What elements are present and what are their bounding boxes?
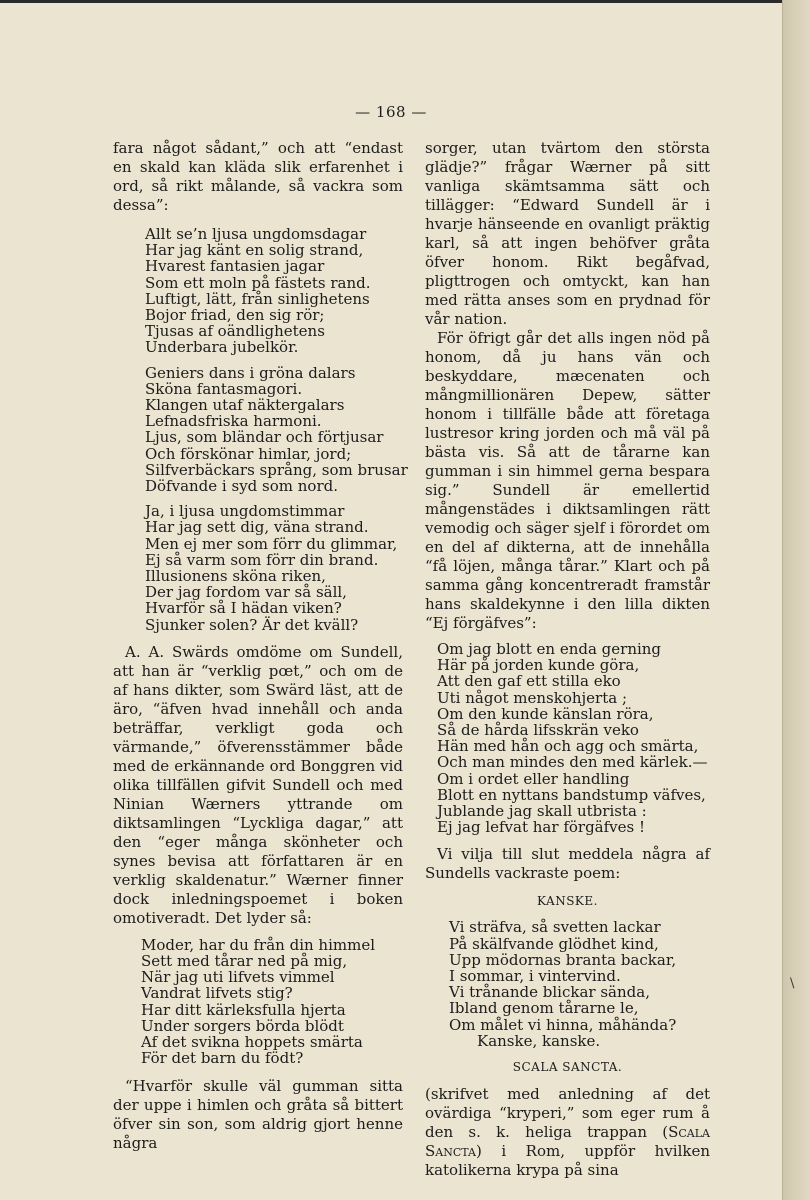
margin-mark: \ [790, 976, 795, 991]
poem-line: Illusionens sköna riken, [145, 567, 326, 586]
poem-line: Ej så varm som förr din brand. [145, 550, 379, 569]
page-number: — 168 — [355, 103, 427, 121]
poem-line: Hvarest fantasien jagar [145, 257, 325, 276]
poem-line: Om i ordet eller handling [437, 769, 630, 788]
poem-stanza [141, 937, 403, 1067]
poem-line: Blott en nyttans bandstump väfves, [437, 785, 706, 804]
poem-line: Har jag sett dig, väna strand. [145, 518, 369, 537]
poem-line: Uti något menskohjerta ; [437, 688, 627, 707]
paragraph: Vi vilja till slut meddela några af Sundells vackraste poem: [425, 845, 710, 883]
paragraph-text: ) i Rom, uppför hvilken katolikerna krypa på sina [425, 1142, 710, 1180]
poem-line: Här på jorden kunde göra, [437, 656, 640, 675]
poem-line: När jag uti lifvets vimmel [141, 968, 335, 987]
poem-line: För det barn du födt? [141, 1049, 304, 1068]
poem-line: Om målet vi hinna, måhända? [449, 1015, 677, 1034]
poem-line: På skälfvande glödhet kind, [449, 934, 659, 953]
poem-line: Vi trånande blickar sända, [449, 983, 650, 1002]
poem-line: Jublande jag skall utbrista : [437, 802, 647, 821]
right-column [425, 139, 710, 1180]
poem-line: Och förskönar himlar, jord; [145, 444, 352, 463]
poem-line: Att den gaf ett stilla eko [437, 672, 621, 691]
poem-line: I sommar, i vintervind. [449, 967, 621, 986]
paragraph: sorger, utan tvärtom den största glädje?” frågar Wærner på sitt vanliga skämtsamma sätt och tillägger: “Edward Sundell är i hvarje hänseende en ovanligt präktig karl, så att ingen behöfver gråta öfver honom. Rikt begåfvad, pligttrogen och omtyckt, kan han med rätta anses som en prydnad för vår nation. [425, 139, 710, 328]
poem-line: Upp mödornas branta backar, [449, 950, 677, 969]
poem-line: Kanske, kanske. [477, 1031, 601, 1050]
poem-line: Ej jag lefvat har förgäfves ! [437, 818, 646, 837]
paragraph: A. A. Swärds omdöme om Sundell, att han är “verklig pœt,” och om de af hans dikter, som Swärd läst, att de äro, “äfven hvad innehåll och anda beträffar, verkligt goda och värmande,” öfverensstämmer både med de erkännande ord Bonggren vid olika tillfällen gifvit Sundell och med Ninian Wærners yttrande om diktsamlingen “Lyckliga dagar,” att den “eger många skönheter och synes bevisa att författaren är en verklig skaldenatur.” Wærner finner dock inledningspoemet i boken omotiveradt. Det lyder så: [113, 642, 403, 927]
poem-line: Silfverbäckars språng, som brusar [145, 460, 408, 479]
poem-line: Som ett moln på fästets rand. [145, 273, 371, 292]
facing-page-edge [782, 0, 810, 1200]
poem-line: Tjusas af oändlighetens [145, 322, 325, 341]
poem-line: Döfvande i syd som nord. [145, 477, 338, 496]
poem-line: Har jag känt en solig strand, [145, 241, 364, 260]
poem-line: Af det svikna hoppets smärta [141, 1033, 363, 1052]
paragraph: fara något sådant,” och att “endast en skald kan kläda slik erfarenhet i ord, så rikt målande, så vackra som dessa”: [113, 139, 403, 214]
poem-line: Har ditt kärleksfulla hjerta [141, 1000, 346, 1019]
poem-stanza [145, 226, 403, 356]
poem-stanza [437, 641, 710, 835]
poem-line: Om jag blott en enda gerning [437, 640, 662, 658]
poem-line: Bojor friad, den sig rör; [145, 306, 325, 325]
poem-line: Hvarför så I hädan viken? [145, 599, 342, 618]
poem-line: Vi sträfva, så svetten lackar [449, 918, 661, 937]
poem-heading: SCALA SANCTA. [512, 1060, 623, 1075]
paragraph: För öfrigt går det alls ingen nöd på honom, då ju hans vän och beskyddare, mæcenaten och mångmillionären Depew, sätter honom i tillfälle både att företaga lustresor kring jorden och må väl på bästa vis. Så att de tårarne kan gumman i sin himmel gerna bespara sig.” Sundell är emellertid mångenstädes i diktsamlingen rätt vemodig och säger sjelf i förordet om en del af dikterna, att de innehålla “få löjen, många tårar.” Klart och på samma gång koncentreradt framstår hans skaldekynne i den lilla dikten “Ej förgäfves”: [425, 329, 710, 632]
paragraph-text: (skrifvet med anledning af det ovärdiga “kryperi,” som eger rum å den s. k. heliga trappan ( [425, 1085, 710, 1142]
poem-line: Hän med hån och agg och smärta, [437, 737, 699, 756]
poem-line: Sjunker solen? Är det kväll? [145, 615, 359, 634]
poem-line: Så de hårda lifsskrän veko [437, 721, 639, 740]
poem-line: Der jag fordom var så säll, [145, 583, 347, 602]
poem-stanza [145, 503, 403, 633]
poem-line: Klangen utaf näktergalars [145, 396, 345, 415]
poem-line: Luftigt, lätt, från sinlighetens [145, 289, 370, 308]
left-column [113, 139, 408, 1153]
small-caps-title: Scala Sancta [425, 1123, 710, 1161]
poem-line: Under sorgers börda blödt [141, 1016, 344, 1035]
poem-line: Moder, har du från din himmel [141, 935, 376, 954]
poem-stanza [449, 919, 710, 1049]
poem-line: Sköna fantasmagori. [145, 379, 303, 398]
poem-line: Och man mindes den med kärlek.— [437, 753, 708, 772]
poem-stanza [145, 363, 408, 496]
poem-line: Vandrat lifvets stig? [141, 984, 293, 1003]
poem-line: Ljus, som bländar och förtjusar [145, 428, 384, 447]
poem-line: Underbara jubelkör. [145, 338, 299, 357]
poem-line: Om den kunde känslan röra, [437, 704, 654, 723]
poem-line: Sett med tårar ned på mig, [141, 952, 348, 971]
poem-line: Ja, i ljusa ungdomstimmar [145, 502, 345, 521]
poem-line: Ibland genom tårarne le, [449, 999, 639, 1018]
poem-line: Lefnadsfriska harmoni. [145, 412, 322, 431]
poem-line: Geniers dans i gröna dalars [145, 363, 356, 382]
paragraph: “Hvarför skulle väl gumman sitta der uppe i himlen och gråta så bittert öfver sin son, som aldrig gjort henne några [113, 1076, 403, 1152]
paragraph [425, 1085, 710, 1180]
poem-line: Allt se’n ljusa ungdomsdagar [145, 225, 367, 243]
poem-line: Men ej mer som förr du glimmar, [145, 534, 398, 553]
poem-heading: KANSKE. [537, 894, 598, 909]
